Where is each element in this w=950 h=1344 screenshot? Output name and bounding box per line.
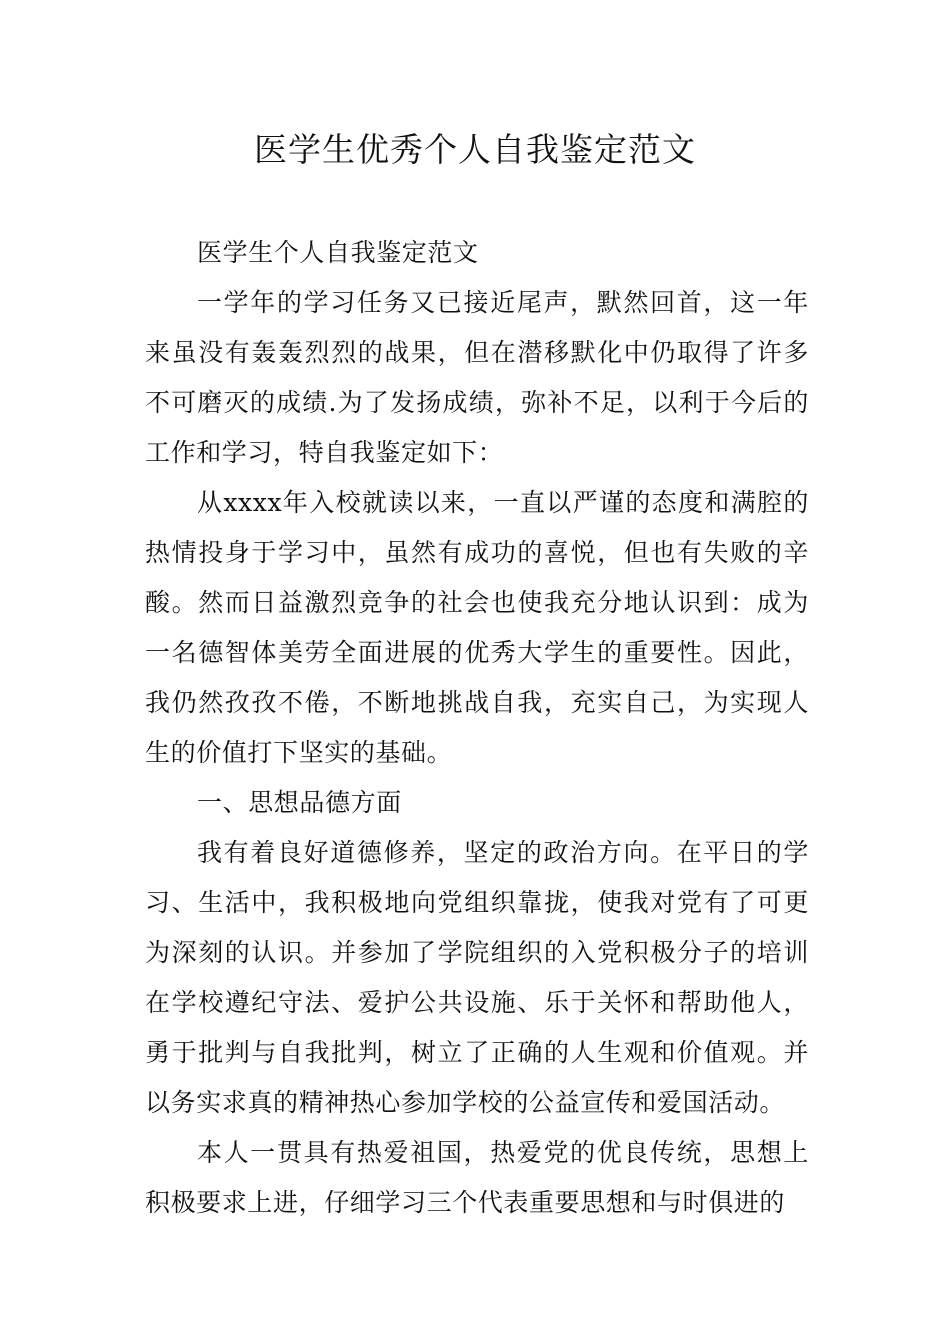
paragraph-patriotism: 本人一贯具有热爱祖国，热爱党的优良传统，思想上积极要求上进，仔细学习三个代表重要思想和与时俱进的 bbox=[145, 1138, 809, 1217]
paragraph-heading: 医学生个人自我鉴定范文 bbox=[197, 238, 479, 267]
paragraph-study-attitude: 从xxxx年入校就读以来，一直以严谨的态度和满腔的热情投身于学习中，虽然有成功的喜悦，但也有失败的辛酸。然而日益激烈竞争的社会也使我充分地认识到：成为一名德智体美劳全面进展的优秀大学生的重要性。因此，我仍然孜孜不倦，不断地挑战自我，充实自己，为实现人生的价值打下坚实的基础。 bbox=[145, 488, 809, 767]
paragraph-intro: 一学年的学习任务又已接近尾声，默然回首，这一年来虽没有轰轰烈烈的战果，但在潜移默化中仍取得了许多不可磨灭的成绩.为了发扬成绩，弥补不足，以利于今后的工作和学习，特自我鉴定如下： bbox=[145, 288, 809, 467]
paragraph-moral-character: 我有着良好道德修养，坚定的政治方向。在平日的学习、生活中，我积极地向党组织靠拢，使我对党有了可更为深刻的认识。并参加了学院组织的入党积极分子的培训在学校遵纪守法、爱护公共设施、乐于关怀和帮助他人，勇于批判与自我批判，树立了正确的人生观和价值观。并以务实求真的精神热心参加学校的公益宣传和爱国活动。 bbox=[145, 838, 809, 1117]
section-heading-ideology: 一、思想品德方面 bbox=[197, 788, 402, 817]
document-body bbox=[145, 228, 809, 1228]
document-title: 医学生优秀个人自我鉴定范文 bbox=[254, 130, 696, 169]
